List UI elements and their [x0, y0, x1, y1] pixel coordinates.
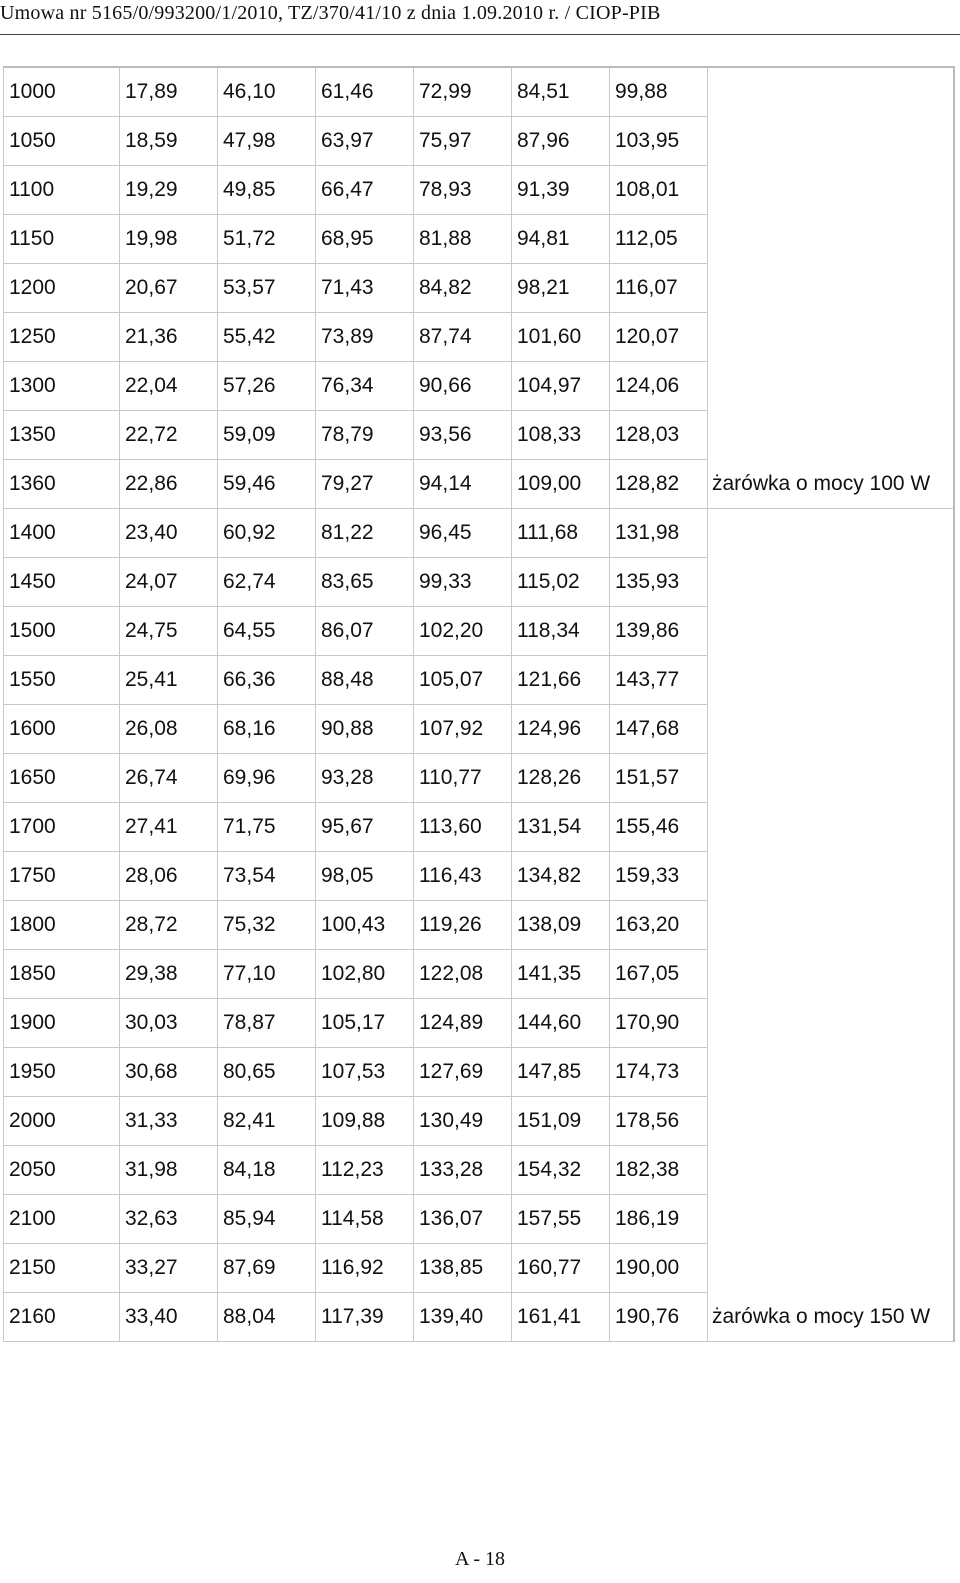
- value-cell: 94,81: [512, 215, 610, 264]
- value-cell: 86,07: [316, 607, 414, 656]
- value-cell: 128,26: [512, 754, 610, 803]
- value-cell: 60,92: [218, 509, 316, 558]
- header-divider: [0, 34, 960, 35]
- value-cell: 77,10: [218, 950, 316, 999]
- value-cell: 93,56: [414, 411, 512, 460]
- table-row: [4, 705, 954, 754]
- note-cell: [708, 313, 954, 362]
- table-row: [4, 411, 954, 460]
- row-key-cell: 1650: [4, 754, 120, 803]
- row-key-cell: 1900: [4, 999, 120, 1048]
- value-cell: 139,86: [610, 607, 708, 656]
- table-row: [4, 117, 954, 166]
- value-cell: 30,03: [120, 999, 218, 1048]
- table-row: [4, 460, 954, 509]
- row-key-cell: 2100: [4, 1195, 120, 1244]
- value-cell: 61,46: [316, 67, 414, 117]
- value-cell: 161,41: [512, 1293, 610, 1342]
- value-cell: 33,27: [120, 1244, 218, 1293]
- table-row: [4, 215, 954, 264]
- value-cell: 98,21: [512, 264, 610, 313]
- value-cell: 69,96: [218, 754, 316, 803]
- note-cell: [708, 1097, 954, 1146]
- table-row: [4, 999, 954, 1048]
- value-cell: 79,27: [316, 460, 414, 509]
- table-row: [4, 803, 954, 852]
- value-cell: 91,39: [512, 166, 610, 215]
- value-cell: 107,92: [414, 705, 512, 754]
- value-cell: 108,01: [610, 166, 708, 215]
- value-cell: 116,43: [414, 852, 512, 901]
- value-cell: 124,89: [414, 999, 512, 1048]
- value-cell: 71,75: [218, 803, 316, 852]
- value-cell: 128,03: [610, 411, 708, 460]
- value-cell: 112,05: [610, 215, 708, 264]
- table-row: [4, 313, 954, 362]
- value-cell: 116,07: [610, 264, 708, 313]
- value-cell: 109,88: [316, 1097, 414, 1146]
- value-cell: 24,75: [120, 607, 218, 656]
- row-key-cell: 1600: [4, 705, 120, 754]
- row-key-cell: 1850: [4, 950, 120, 999]
- row-key-cell: 2000: [4, 1097, 120, 1146]
- value-cell: 95,67: [316, 803, 414, 852]
- row-key-cell: 1000: [4, 67, 120, 117]
- value-cell: 124,06: [610, 362, 708, 411]
- note-cell: [708, 362, 954, 411]
- value-cell: 68,16: [218, 705, 316, 754]
- value-cell: 143,77: [610, 656, 708, 705]
- value-cell: 78,79: [316, 411, 414, 460]
- value-cell: 141,35: [512, 950, 610, 999]
- value-cell: 133,28: [414, 1146, 512, 1195]
- value-cell: 75,97: [414, 117, 512, 166]
- value-cell: 68,95: [316, 215, 414, 264]
- value-cell: 76,34: [316, 362, 414, 411]
- note-cell: [708, 215, 954, 264]
- value-cell: 30,68: [120, 1048, 218, 1097]
- row-key-cell: 1450: [4, 558, 120, 607]
- value-cell: 78,93: [414, 166, 512, 215]
- value-cell: 122,08: [414, 950, 512, 999]
- value-cell: 160,77: [512, 1244, 610, 1293]
- row-key-cell: 1200: [4, 264, 120, 313]
- value-cell: 99,33: [414, 558, 512, 607]
- table-row: [4, 754, 954, 803]
- value-cell: 113,60: [414, 803, 512, 852]
- table-row: [4, 67, 954, 117]
- row-key-cell: 1500: [4, 607, 120, 656]
- value-cell: 25,41: [120, 656, 218, 705]
- value-cell: 80,65: [218, 1048, 316, 1097]
- value-cell: 88,04: [218, 1293, 316, 1342]
- note-cell: żarówka o mocy 100 W: [708, 460, 954, 509]
- value-cell: 155,46: [610, 803, 708, 852]
- value-cell: 109,00: [512, 460, 610, 509]
- value-cell: 99,88: [610, 67, 708, 117]
- value-cell: 144,60: [512, 999, 610, 1048]
- table-row: [4, 1097, 954, 1146]
- note-cell: [708, 1244, 954, 1293]
- value-cell: 18,59: [120, 117, 218, 166]
- value-cell: 128,82: [610, 460, 708, 509]
- note-cell: [708, 1146, 954, 1195]
- value-cell: 159,33: [610, 852, 708, 901]
- value-cell: 81,88: [414, 215, 512, 264]
- value-cell: 147,85: [512, 1048, 610, 1097]
- value-cell: 190,76: [610, 1293, 708, 1342]
- note-cell: [708, 607, 954, 656]
- row-key-cell: 1350: [4, 411, 120, 460]
- row-key-cell: 2050: [4, 1146, 120, 1195]
- value-cell: 154,32: [512, 1146, 610, 1195]
- value-cell: 182,38: [610, 1146, 708, 1195]
- note-cell: [708, 803, 954, 852]
- value-cell: 93,28: [316, 754, 414, 803]
- note-cell: [708, 1048, 954, 1097]
- row-key-cell: 1050: [4, 117, 120, 166]
- value-cell: 33,40: [120, 1293, 218, 1342]
- value-cell: 28,06: [120, 852, 218, 901]
- value-cell: 22,72: [120, 411, 218, 460]
- value-cell: 83,65: [316, 558, 414, 607]
- value-cell: 119,26: [414, 901, 512, 950]
- row-key-cell: 1800: [4, 901, 120, 950]
- value-cell: 114,58: [316, 1195, 414, 1244]
- value-cell: 73,54: [218, 852, 316, 901]
- value-cell: 102,80: [316, 950, 414, 999]
- row-key-cell: 1150: [4, 215, 120, 264]
- value-cell: 19,98: [120, 215, 218, 264]
- value-cell: 104,97: [512, 362, 610, 411]
- value-cell: 131,54: [512, 803, 610, 852]
- value-cell: 71,43: [316, 264, 414, 313]
- value-cell: 88,48: [316, 656, 414, 705]
- note-cell: [708, 852, 954, 901]
- value-cell: 78,87: [218, 999, 316, 1048]
- data-table: [3, 66, 955, 1342]
- value-cell: 138,85: [414, 1244, 512, 1293]
- value-cell: 53,57: [218, 264, 316, 313]
- table-row: [4, 1293, 954, 1342]
- table-row: [4, 558, 954, 607]
- value-cell: 26,74: [120, 754, 218, 803]
- value-cell: 81,22: [316, 509, 414, 558]
- value-cell: 28,72: [120, 901, 218, 950]
- table-row: [4, 1195, 954, 1244]
- value-cell: 151,09: [512, 1097, 610, 1146]
- value-cell: 127,69: [414, 1048, 512, 1097]
- note-cell: żarówka o mocy 150 W: [708, 1293, 954, 1342]
- value-cell: 24,07: [120, 558, 218, 607]
- value-cell: 100,43: [316, 901, 414, 950]
- value-cell: 84,51: [512, 67, 610, 117]
- value-cell: 118,34: [512, 607, 610, 656]
- value-cell: 84,18: [218, 1146, 316, 1195]
- value-cell: 96,45: [414, 509, 512, 558]
- row-key-cell: 1400: [4, 509, 120, 558]
- note-cell: [708, 999, 954, 1048]
- value-cell: 134,82: [512, 852, 610, 901]
- value-cell: 62,74: [218, 558, 316, 607]
- value-cell: 85,94: [218, 1195, 316, 1244]
- value-cell: 59,46: [218, 460, 316, 509]
- value-cell: 73,89: [316, 313, 414, 362]
- value-cell: 82,41: [218, 1097, 316, 1146]
- value-cell: 116,92: [316, 1244, 414, 1293]
- note-cell: [708, 1195, 954, 1244]
- value-cell: 105,17: [316, 999, 414, 1048]
- value-cell: 90,66: [414, 362, 512, 411]
- value-cell: 124,96: [512, 705, 610, 754]
- value-cell: 103,95: [610, 117, 708, 166]
- row-key-cell: 1100: [4, 166, 120, 215]
- value-cell: 84,82: [414, 264, 512, 313]
- value-cell: 20,67: [120, 264, 218, 313]
- value-cell: 170,90: [610, 999, 708, 1048]
- value-cell: 139,40: [414, 1293, 512, 1342]
- value-cell: 174,73: [610, 1048, 708, 1097]
- value-cell: 98,05: [316, 852, 414, 901]
- note-cell: [708, 558, 954, 607]
- value-cell: 121,66: [512, 656, 610, 705]
- note-cell: [708, 264, 954, 313]
- value-cell: 111,68: [512, 509, 610, 558]
- table-row: [4, 1048, 954, 1097]
- value-cell: 178,56: [610, 1097, 708, 1146]
- row-key-cell: 1950: [4, 1048, 120, 1097]
- value-cell: 90,88: [316, 705, 414, 754]
- value-cell: 110,77: [414, 754, 512, 803]
- row-key-cell: 1360: [4, 460, 120, 509]
- value-cell: 190,00: [610, 1244, 708, 1293]
- value-cell: 105,07: [414, 656, 512, 705]
- value-cell: 131,98: [610, 509, 708, 558]
- table-body: [4, 67, 954, 1342]
- value-cell: 59,09: [218, 411, 316, 460]
- value-cell: 157,55: [512, 1195, 610, 1244]
- note-cell: [708, 656, 954, 705]
- table-row: [4, 264, 954, 313]
- value-cell: 151,57: [610, 754, 708, 803]
- value-cell: 66,47: [316, 166, 414, 215]
- value-cell: 27,41: [120, 803, 218, 852]
- value-cell: 138,09: [512, 901, 610, 950]
- note-cell: [708, 950, 954, 999]
- value-cell: 163,20: [610, 901, 708, 950]
- value-cell: 17,89: [120, 67, 218, 117]
- value-cell: 87,96: [512, 117, 610, 166]
- document-header: Umowa nr 5165/0/993200/1/2010, TZ/370/41/10 z dnia 1.09.2010 r. / CIOP-PIB: [0, 2, 661, 24]
- value-cell: 130,49: [414, 1097, 512, 1146]
- value-cell: 115,02: [512, 558, 610, 607]
- value-cell: 75,32: [218, 901, 316, 950]
- value-cell: 22,86: [120, 460, 218, 509]
- value-cell: 49,85: [218, 166, 316, 215]
- table-row: [4, 901, 954, 950]
- note-cell: [708, 901, 954, 950]
- value-cell: 136,07: [414, 1195, 512, 1244]
- note-cell: [708, 754, 954, 803]
- value-cell: 101,60: [512, 313, 610, 362]
- value-cell: 57,26: [218, 362, 316, 411]
- table-row: [4, 656, 954, 705]
- table-row: [4, 1146, 954, 1195]
- note-cell: [708, 509, 954, 558]
- table-row: [4, 166, 954, 215]
- value-cell: 55,42: [218, 313, 316, 362]
- value-cell: 51,72: [218, 215, 316, 264]
- value-cell: 112,23: [316, 1146, 414, 1195]
- value-cell: 64,55: [218, 607, 316, 656]
- value-cell: 147,68: [610, 705, 708, 754]
- value-cell: 167,05: [610, 950, 708, 999]
- page-number: A - 18: [455, 1548, 505, 1570]
- value-cell: 23,40: [120, 509, 218, 558]
- value-cell: 31,33: [120, 1097, 218, 1146]
- note-cell: [708, 67, 954, 117]
- value-cell: 120,07: [610, 313, 708, 362]
- value-cell: 94,14: [414, 460, 512, 509]
- table-row: [4, 852, 954, 901]
- row-key-cell: 1700: [4, 803, 120, 852]
- value-cell: 72,99: [414, 67, 512, 117]
- note-cell: [708, 166, 954, 215]
- value-cell: 66,36: [218, 656, 316, 705]
- row-key-cell: 1750: [4, 852, 120, 901]
- row-key-cell: 1550: [4, 656, 120, 705]
- table-row: [4, 607, 954, 656]
- value-cell: 135,93: [610, 558, 708, 607]
- note-cell: [708, 117, 954, 166]
- note-cell: [708, 705, 954, 754]
- table-row: [4, 950, 954, 999]
- value-cell: 32,63: [120, 1195, 218, 1244]
- value-cell: 186,19: [610, 1195, 708, 1244]
- value-cell: 26,08: [120, 705, 218, 754]
- row-key-cell: 1250: [4, 313, 120, 362]
- value-cell: 22,04: [120, 362, 218, 411]
- row-key-cell: 2160: [4, 1293, 120, 1342]
- table-row: [4, 509, 954, 558]
- value-cell: 117,39: [316, 1293, 414, 1342]
- value-cell: 63,97: [316, 117, 414, 166]
- value-cell: 47,98: [218, 117, 316, 166]
- table-row: [4, 1244, 954, 1293]
- table-row: [4, 362, 954, 411]
- row-key-cell: 1300: [4, 362, 120, 411]
- value-cell: 87,69: [218, 1244, 316, 1293]
- value-cell: 29,38: [120, 950, 218, 999]
- row-key-cell: 2150: [4, 1244, 120, 1293]
- value-cell: 87,74: [414, 313, 512, 362]
- note-cell: [708, 411, 954, 460]
- value-cell: 102,20: [414, 607, 512, 656]
- value-cell: 46,10: [218, 67, 316, 117]
- value-cell: 107,53: [316, 1048, 414, 1097]
- value-cell: 31,98: [120, 1146, 218, 1195]
- value-cell: 19,29: [120, 166, 218, 215]
- value-cell: 108,33: [512, 411, 610, 460]
- value-cell: 21,36: [120, 313, 218, 362]
